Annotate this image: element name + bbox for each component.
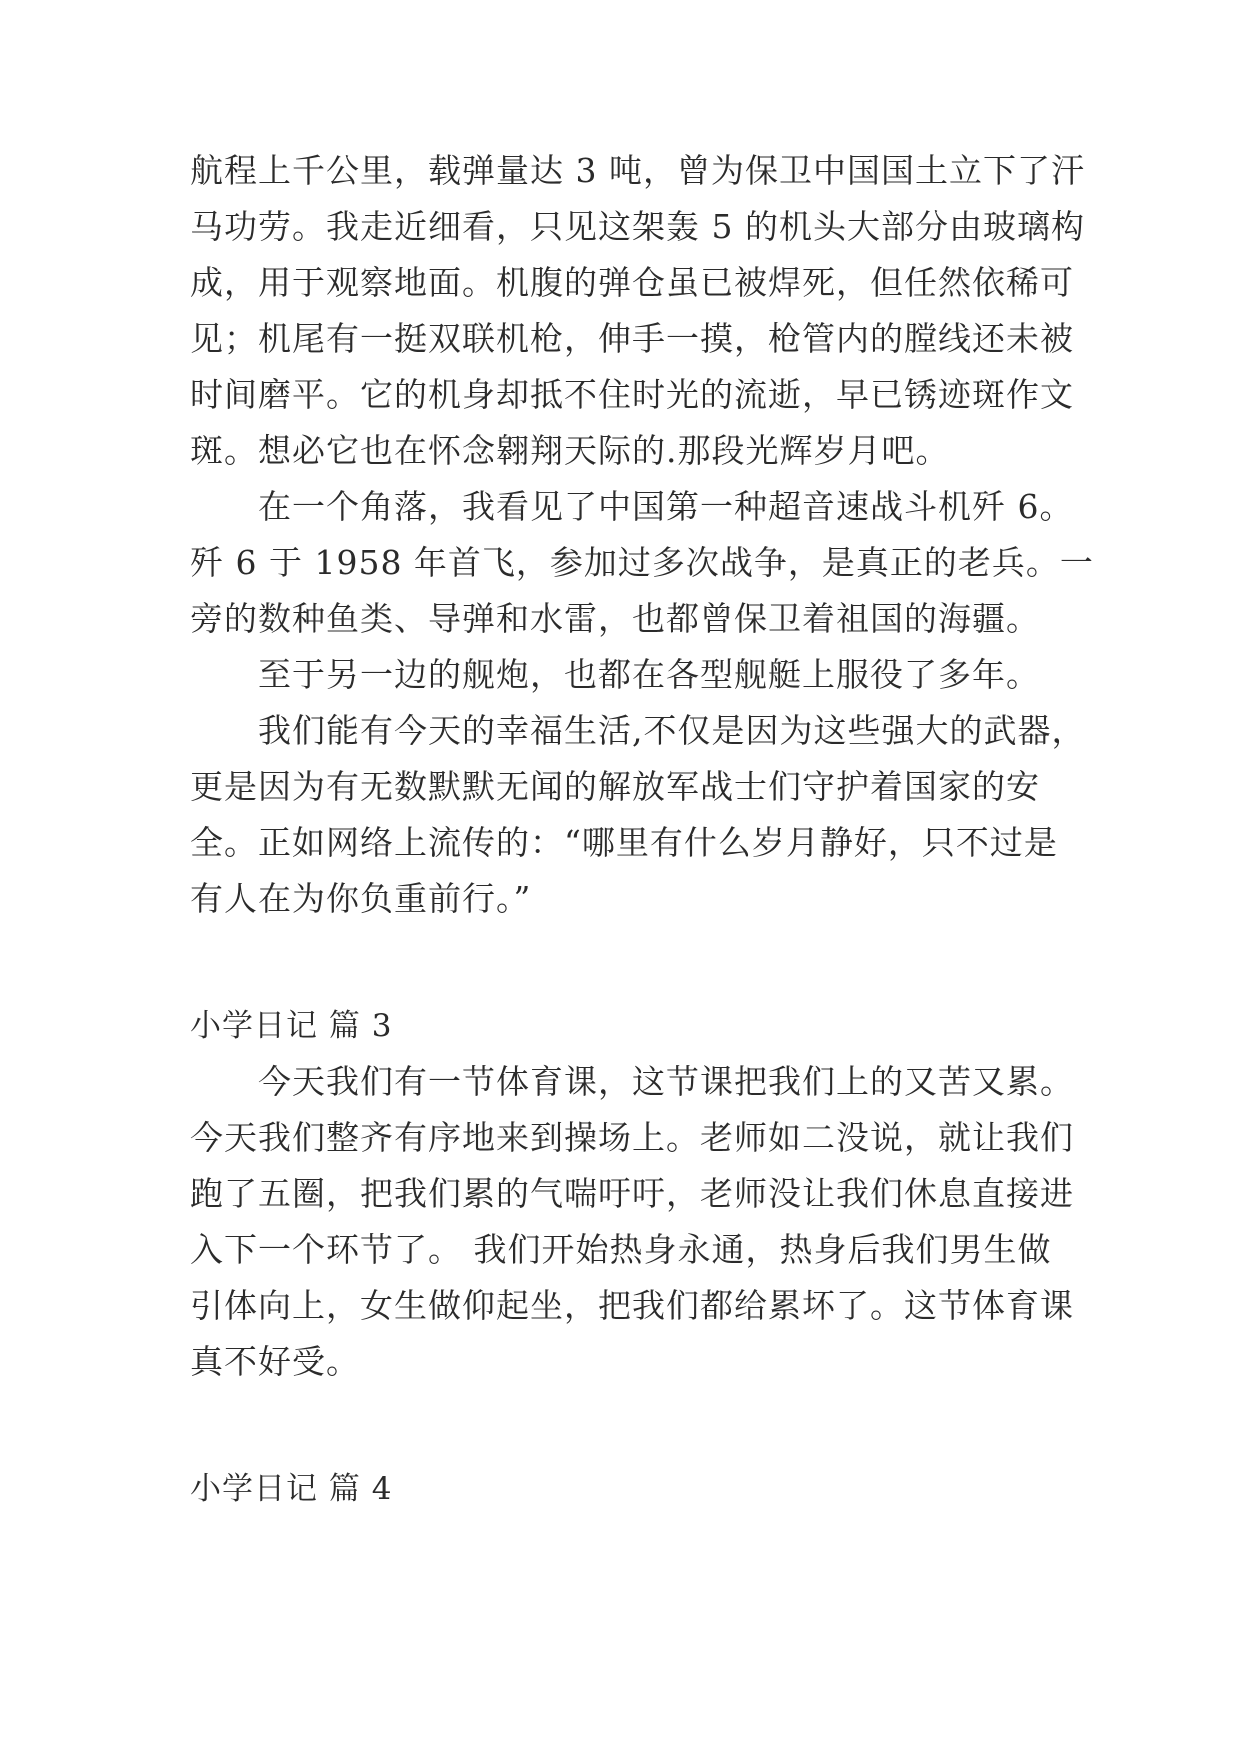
paragraph-line: 在一个角落，我看见了中国第一种超音速战斗机歼 6。 <box>190 487 1074 526</box>
paragraph-line: 有人在为你负重前行。” <box>190 879 532 918</box>
paragraph-line: 时间磨平。它的机身却抵不住时光的流逝，早已锈迹斑作文 <box>190 375 1074 414</box>
paragraph-line: 至于另一边的舰炮，也都在各型舰艇上服役了多年。 <box>190 655 1040 694</box>
paragraph-line: 跑了五圈，把我们累的气喘吁吁，老师没让我们休息直接进 <box>190 1174 1074 1213</box>
paragraph-line: 入下一个环节了。 我们开始热身永通，热身后我们男生做 <box>190 1230 1052 1269</box>
paragraph-line: 今天我们有一节体育课，这节课把我们上的又苦又累。 <box>190 1062 1074 1101</box>
paragraph-line: 更是因为有无数默默无闻的解放军战士们守护着国家的安 <box>190 767 1040 806</box>
paragraph-line: 航程上千公里，载弹量达 3 吨，曾为保卫中国国土立下了汗 <box>190 151 1085 190</box>
paragraph-line: 成，用于观察地面。机腹的弹仓虽已被焊死，但任然依稀可 <box>190 263 1074 302</box>
section-heading-4: 小学日记 篇 4 <box>190 1471 393 1507</box>
paragraph-line: 引体向上，女生做仰起坐，把我们都给累坏了。这节体育课 <box>190 1286 1074 1325</box>
paragraph-line: 全。正如网络上流传的：“哪里有什么岁月静好，只不过是 <box>190 823 1058 862</box>
paragraph-line: 歼 6 于 1958 年首飞，参加过多次战争，是真正的老兵。一 <box>190 543 1094 582</box>
paragraph-line: 旁的数种鱼类、导弹和水雷，也都曾保卫着祖国的海疆。 <box>190 599 1040 638</box>
paragraph-line: 真不好受。 <box>190 1342 360 1381</box>
paragraph-line: 斑。想必它也在怀念翱翔天际的.那段光辉岁月吧。 <box>190 431 950 470</box>
paragraph-line: 见；机尾有一挺双联机枪，伸手一摸，枪管内的膛线还未被 <box>190 319 1074 358</box>
paragraph-line: 我们能有今天的幸福生活,不仅是因为这些强大的武器， <box>190 711 1086 750</box>
paragraph-line: 今天我们整齐有序地来到操场上。老师如二没说，就让我们 <box>190 1118 1074 1157</box>
paragraph-line: 马功劳。我走近细看，只见这架轰 5 的机头大部分由玻璃构 <box>190 207 1085 246</box>
section-heading-3: 小学日记 篇 3 <box>190 1008 393 1044</box>
